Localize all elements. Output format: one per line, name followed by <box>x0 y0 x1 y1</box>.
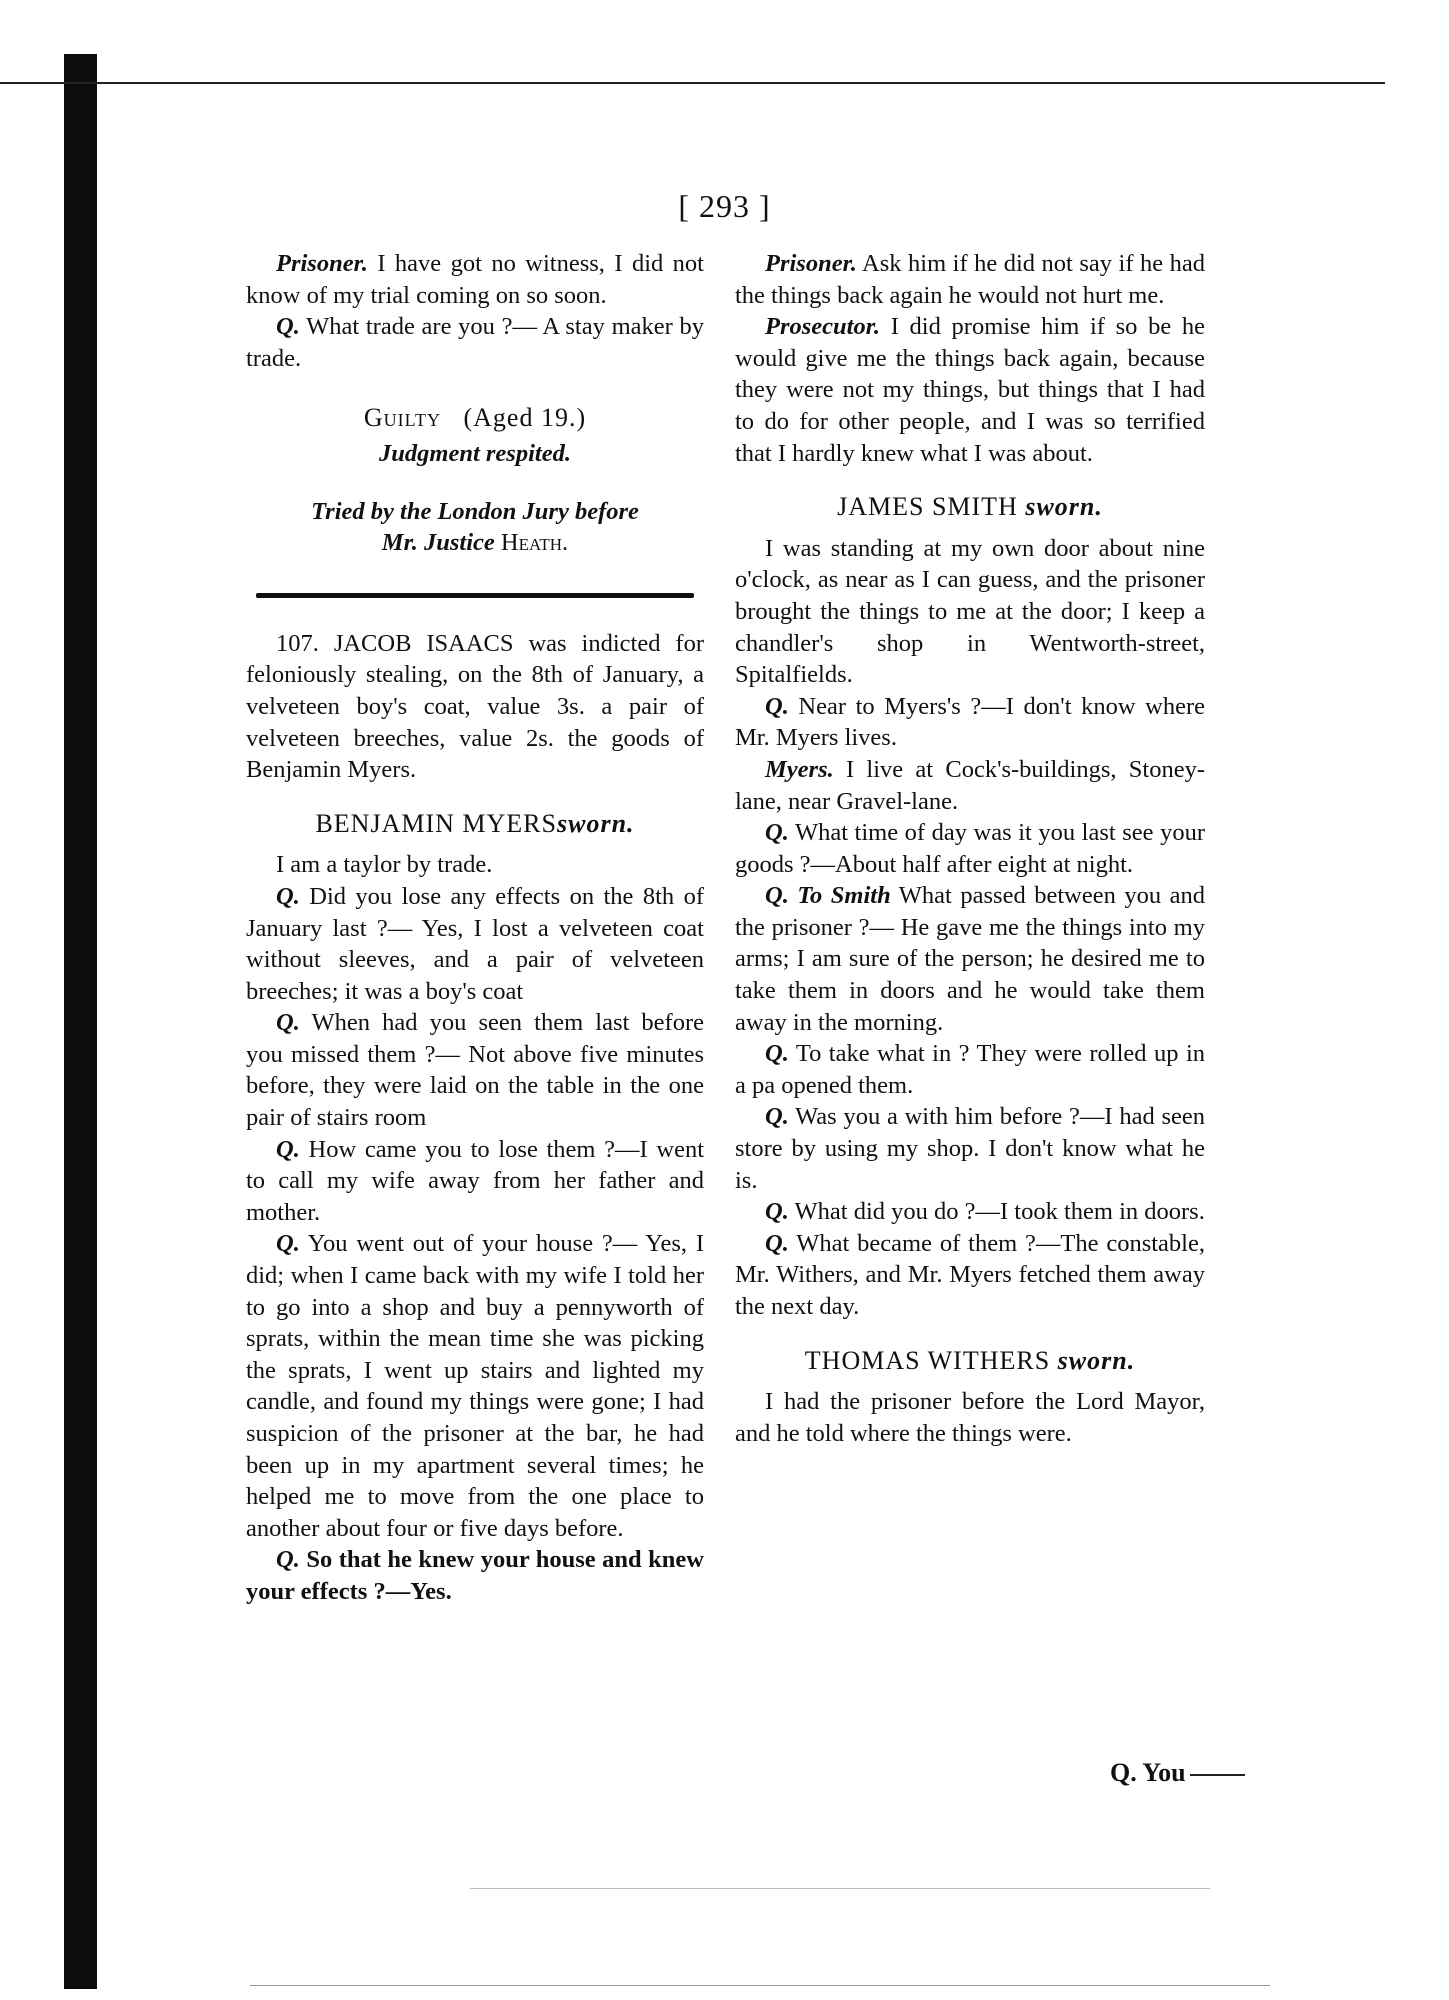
testimony-paragraph: I am a taylor by trade. <box>276 851 493 879</box>
book-spine-shadow <box>64 54 97 1989</box>
page-top-edge <box>0 82 1385 84</box>
testimony-paragraph: I was standing at my own door about nine o'clock, as near as I can guess, and the prisoner brought the things to me at the door; I keep a chandler's shop in Wentworth-street, Spitalfields. <box>735 534 1205 689</box>
witness-heading-withers: THOMAS WITHERS sworn. <box>804 1345 1136 1375</box>
testimony-paragraph: Q. Did you lose any effects on the 8th of January last ?— Yes, I lost a velveteen coat without sleeves, and a pair of velveteen breeches; it was a boy's coat <box>246 882 704 1005</box>
right-column <box>735 248 1205 1449</box>
testimony-paragraph: Q. What became of them ?—The constable, Mr. Withers, and Mr. Myers fetched them away the next day. <box>735 1229 1205 1320</box>
trade-question: Q. What trade are you ?— A stay maker by trade. <box>246 313 704 372</box>
witness-heading-myers: BENJAMIN MYERSsworn. <box>315 808 635 838</box>
left-column <box>246 248 704 1608</box>
case-introduction: 107. JACOB ISAACS was indicted for feloniously stealing, on the 8th of January, a velveteen boy's coat, value 3s. a pair of velveteen breeches, value 2s. the goods of Benjamin Myers. <box>246 629 704 784</box>
tried-by: Tried by the London Jury before <box>311 497 639 525</box>
scan-noise <box>250 1985 1270 1986</box>
testimony-paragraph: Q. Was you a with him before ?—I had seen store by using my shop. I don't know what he is. <box>735 1103 1205 1194</box>
testimony-paragraph: Q. To Smith What passed between you and the prisoner ?— He gave me the things into my arms; I am sure of the person; he desired me to take them in doors and he would take them away in the morning. <box>735 882 1205 1036</box>
testimony-paragraph: Myers. I live at Cock's-buildings, Stoney-lane, near Gravel-lane. <box>735 755 1205 815</box>
scan-noise <box>470 1888 1210 1889</box>
testimony-paragraph: I had the prisoner before the Lord Mayor, and he told where the things were. <box>735 1388 1205 1447</box>
justice: Mr. Justice Heath. <box>381 529 569 557</box>
testimony-paragraph: Q. What did you do ?—I took them in doors. <box>765 1198 1205 1226</box>
testimony-paragraph: Q. So that he knew your house and knew your effects ?—Yes. <box>246 1546 704 1605</box>
prisoner-statement: Prisoner. I have got no witness, I did not know of my trial coming on so soon. <box>246 250 704 309</box>
testimony-paragraph: Prosecutor. I did promise him if so be he would give me the things back again, because they were not my things, but things that I had to do for other people, and I was so terrified that I hardly knew what I was about. <box>735 313 1205 467</box>
verdict: Guilty (Aged 19.) <box>363 403 587 433</box>
page-number: [ 293 ] <box>678 188 771 224</box>
witness-heading-smith: JAMES SMITH sworn. <box>837 492 1103 522</box>
testimony-paragraph: Q. What time of day was it you last see your goods ?—About half after eight at night. <box>735 819 1205 878</box>
testimony-paragraph: Prisoner. Ask him if he did not say if he had the things back again he would not hurt me. <box>735 250 1205 309</box>
section-divider <box>256 593 694 598</box>
judgment: Judgment respited. <box>379 439 571 467</box>
testimony-paragraph: Q. When had you seen them last before you missed them ?— Not above five minutes before, they were laid on the table in the one pair of stairs room <box>246 1009 704 1132</box>
catchword-rule <box>1190 1774 1245 1776</box>
testimony-paragraph: Q. To take what in ? They were rolled up in a pa opened them. <box>735 1040 1205 1099</box>
testimony-paragraph: Q. You went out of your house ?— Yes, I did; when I came back with my wife I told her to go into a shop and buy a pennyworth of sprats, within the mean time she was picking the sprats, I went up stairs and lighted my candle, and found my things were gone; I had suspicion of the prisoner at the bar, he had been up in my apartment several times; he helped me to move from the one place to another about four or five days before. <box>246 1230 704 1542</box>
catchword: Q. You <box>1110 1758 1245 1788</box>
testimony-paragraph: Q. How came you to lose them ?—I went to call my wife away from her father and mother. <box>246 1135 704 1226</box>
testimony-paragraph: Q. Near to Myers's ?—I don't know where Mr. Myers lives. <box>735 692 1205 752</box>
